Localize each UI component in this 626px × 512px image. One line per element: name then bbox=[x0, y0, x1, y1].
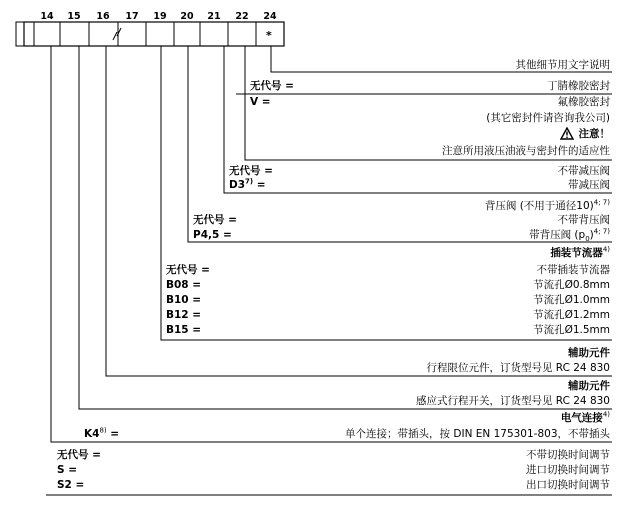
section-title: 插装节流器$^{4)}$ bbox=[550, 245, 610, 259]
option-desc: 节流孔Ø0.8mm bbox=[533, 279, 610, 291]
section-title: 电气连接$^{4)}$ bbox=[560, 410, 610, 424]
option-code: 无代号 = bbox=[57, 449, 101, 461]
column-number: 14 bbox=[40, 11, 54, 22]
column-number: 20 bbox=[180, 11, 194, 22]
option-desc: 节流孔Ø1.2mm bbox=[533, 309, 610, 321]
seal-note: 注意！ bbox=[578, 128, 610, 140]
option-star: * bbox=[266, 29, 272, 42]
column-number: 16 bbox=[96, 11, 110, 22]
option-desc: 不带插装节流器 bbox=[536, 264, 610, 276]
column-number: 17 bbox=[125, 11, 139, 22]
option-code: $D3^{7)}$ = bbox=[229, 177, 266, 191]
column-number: 15 bbox=[67, 11, 81, 22]
option-code: 无代号 = bbox=[193, 214, 237, 226]
option-desc: 带背压阀 $(p_0)^{4; 7)}$ bbox=[529, 227, 610, 244]
option-desc: 节流孔Ø1.0mm bbox=[533, 294, 610, 306]
option-code: B12 = bbox=[166, 309, 202, 321]
option-code: B10 = bbox=[166, 294, 202, 306]
section-title: 辅助元件 bbox=[568, 380, 610, 392]
option-code: P4,5 = bbox=[193, 229, 232, 241]
code-box bbox=[16, 22, 284, 46]
option-desc: 不带减压阀 bbox=[557, 165, 610, 177]
column-number: 19 bbox=[153, 11, 167, 22]
option-code: B15 = bbox=[166, 324, 202, 336]
column-number: 21 bbox=[207, 11, 221, 22]
option-code: $K4^{8)}$ = bbox=[84, 426, 120, 440]
seal-desc: 丁腈橡胶密封 bbox=[547, 80, 610, 92]
column-number: 22 bbox=[235, 11, 249, 22]
seal-title: 其他细节用文字说明 bbox=[515, 59, 610, 71]
option-code: B08 = bbox=[166, 279, 202, 291]
seal-code: 无代号 = bbox=[250, 80, 294, 92]
seal-desc: 氟橡胶密封 bbox=[557, 96, 610, 108]
option-desc: 节流孔Ø1.5mm bbox=[533, 324, 610, 336]
option-desc: 单个连接；带插头，按 DIN EN 175301-803，不带插头 bbox=[345, 428, 610, 440]
warning-triangle-icon bbox=[560, 127, 574, 140]
column-number: 24 bbox=[263, 11, 277, 22]
option-desc: 不带背压阀 bbox=[557, 214, 610, 226]
seal-note: (其它密封件请咨询我公司) bbox=[486, 112, 610, 124]
option-desc: 进口切换时间调节 bbox=[526, 464, 610, 476]
seal-note: 注意所用液压油液与密封件的适应性 bbox=[442, 145, 610, 157]
option-desc: 感应式行程开关，订货型号见 RC 24 830 bbox=[415, 395, 610, 407]
option-desc: 出口切换时间调节 bbox=[526, 479, 610, 491]
option-desc: 行程限位元件，订货型号见 RC 24 830 bbox=[426, 362, 610, 374]
seal-code: V = bbox=[250, 96, 271, 108]
section-title: 背压阀 (不用于通径10)$^{4; 7)}$ bbox=[484, 198, 610, 212]
option-code: 无代号 = bbox=[166, 264, 210, 276]
section-title: 辅助元件 bbox=[568, 347, 610, 359]
option-code: 无代号 = bbox=[229, 165, 273, 177]
option-desc: 带减压阀 bbox=[568, 179, 610, 191]
option-code: S = bbox=[57, 464, 78, 476]
option-code: S2 = bbox=[57, 479, 85, 491]
option-desc: 不带切换时间调节 bbox=[526, 449, 610, 461]
